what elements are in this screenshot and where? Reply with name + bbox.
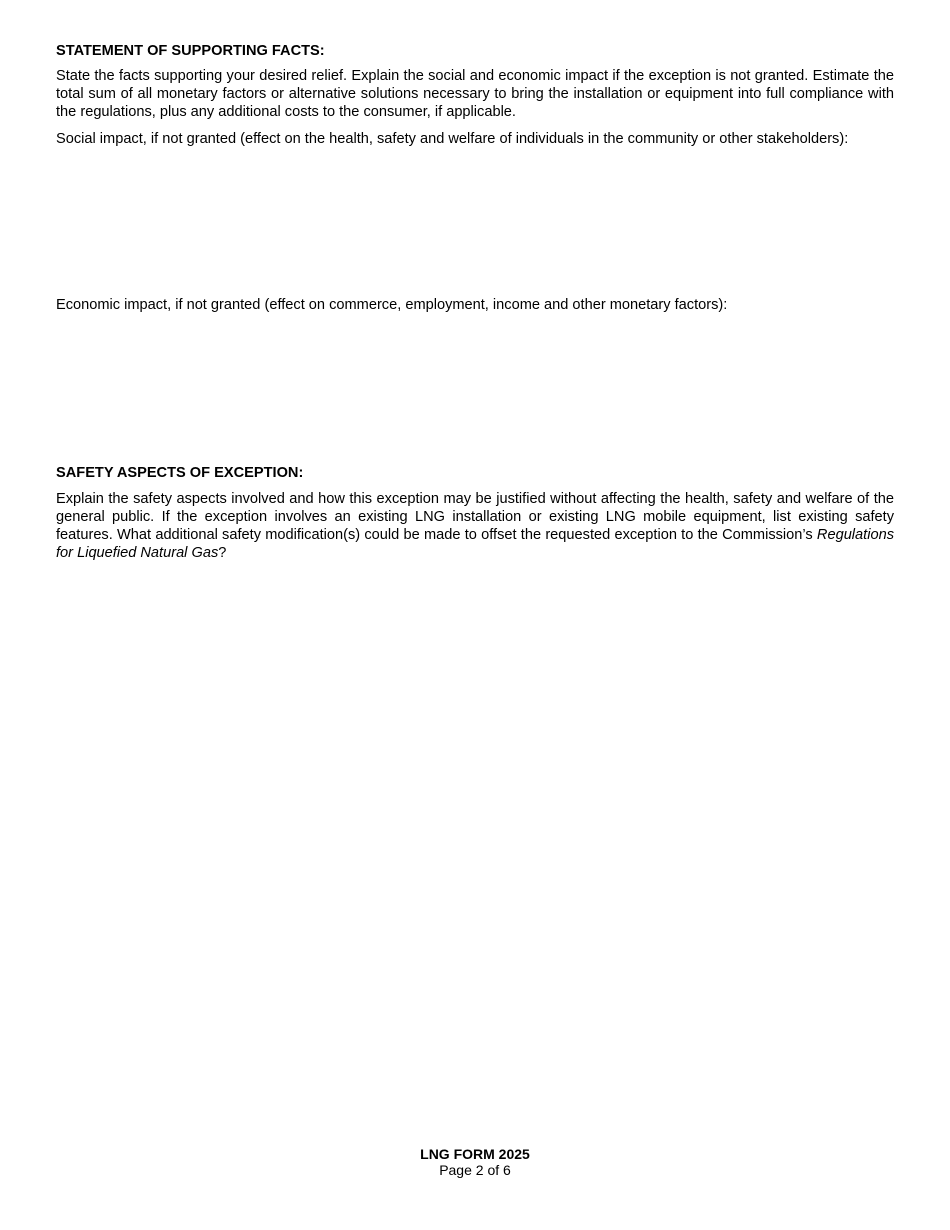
page-footer — [0, 1146, 950, 1178]
statement-instructions: State the facts supporting your desired relief. Explain the social and economic impact if the exception is not granted. Estimate the total sum of all monetary factors or alternative solutions necessary to bring the installation or equipment into full compliance with the regulations, plus any additional costs to the consumer, if applicable. — [56, 68, 894, 120]
statement-heading: STATEMENT OF SUPPORTING FACTS: — [56, 43, 325, 59]
economic-impact-prompt: Economic impact, if not granted (effect on commerce, employment, income and other monetary factors): — [56, 297, 728, 313]
form-title: LNG FORM 2025 — [420, 1146, 530, 1162]
safety-instructions — [56, 490, 894, 562]
economic-impact-answer-area[interactable] — [56, 314, 894, 464]
regulations-title: Regulations for Liquefied Natural Gas — [56, 527, 894, 561]
safety-instructions-text: Explain the safety aspects involved and how this exception may be justified without affecting the health, safety and welfare of the general public. If the exception involves an existing LNG installation or existing LNG mobile equipment, list existing safety features. What additional safety modification(s) could be made to offset the requested exception to the Commission’s — [56, 491, 894, 543]
page-number: Page 2 of 6 — [439, 1162, 511, 1178]
social-impact-answer-area[interactable] — [56, 148, 894, 296]
statement-of-supporting-facts-section — [56, 42, 894, 464]
safety-heading: SAFETY ASPECTS OF EXCEPTION: — [56, 465, 304, 481]
safety-aspects-section — [56, 464, 894, 1102]
safety-instructions-end: ? — [218, 545, 227, 561]
safety-answer-area[interactable] — [56, 562, 894, 1102]
social-impact-prompt: Social impact, if not granted (effect on the health, safety and welfare of individuals in the community or other stakeholders): — [56, 131, 849, 147]
form-content — [56, 42, 894, 1102]
